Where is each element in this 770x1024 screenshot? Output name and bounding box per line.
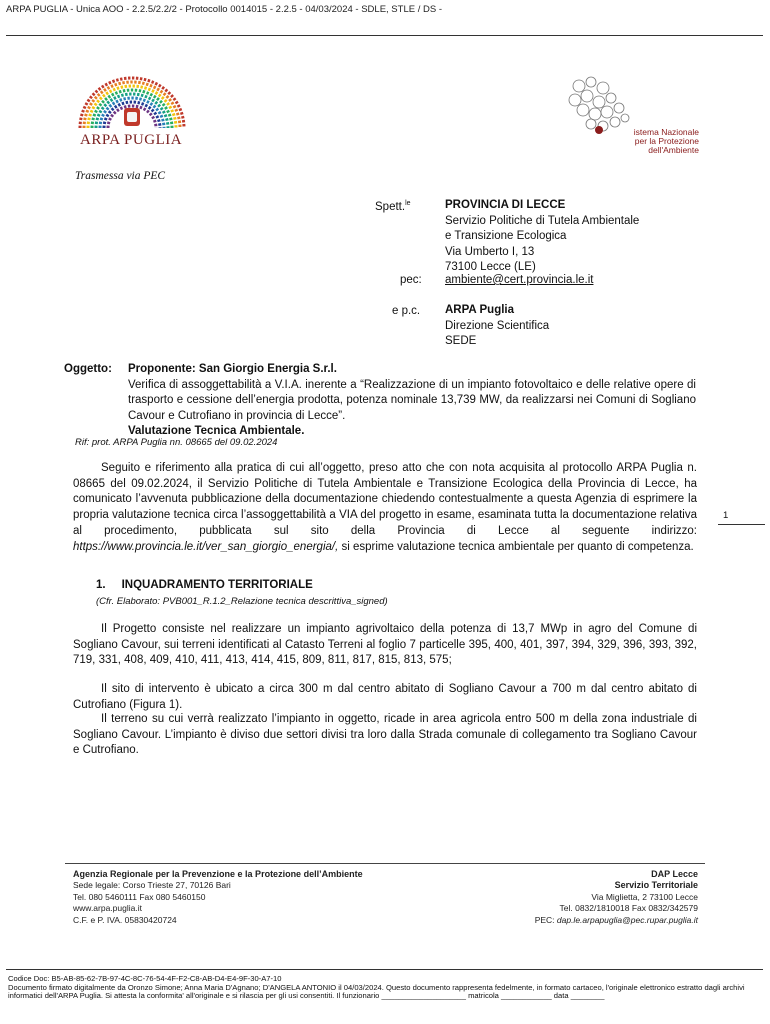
intro-text-end: si esprime valutazione tecnica ambientale per quanto di competenza. <box>338 540 694 553</box>
cc-name: ARPA Puglia <box>445 304 515 316</box>
page-number-rule <box>718 524 765 525</box>
snpa-line-3: dell'Ambiente <box>648 145 699 155</box>
footer-left-line: www.arpa.puglia.it <box>73 903 142 914</box>
pec-label: pec: <box>400 274 422 286</box>
recipient-line: 73100 Lecce (LE) <box>445 261 536 273</box>
recipient-name: PROVINCIA DI LECCE <box>445 199 566 211</box>
arpa-puglia-logo <box>72 74 192 154</box>
intro-text: Seguito e riferimento alla pratica di cui all’oggetto, preso atto che con nota acquisita al protocollo ARPA Puglia n. 08665 del 09.02.2024, il Servizio Politiche di Tutela Ambientale e Transizione Ecologica della Provincia di Lecce, ha comunicato l’avvenuta pubblicazione della documentazione chiedendo contestualmente a questa Agenzia di esprimere la propria valutazione tecnica circa l’assoggettabilità a VIA del progetto in esame, esaminata tutta la documentazione relativa al procedimento, pubblicata sul sito della Provincia di Lecce al seguente indirizzo: <box>73 462 697 537</box>
footer-service-title: Servizio Territoriale <box>614 880 698 891</box>
recipient-pec-link[interactable]: ambiente@cert.provincia.le.it <box>445 274 594 286</box>
subject-text: Verifica di assoggettabilità a V.I.A. inerente a “Realizzazione di un impianto fotovoltaico e delle relative opere di trasporto e cessione dell’energia prodotta, potenza nominale 13,739 MW, da realizzarsi nei Comuni di Sogliano Cavour e Cutrofiano in provincia di Lecce”. <box>128 378 696 422</box>
footer-pec-link[interactable]: dap.le.arpapuglia@pec.rupar.puglia.it <box>556 914 698 925</box>
footer-pec <box>535 915 698 926</box>
protocol-header: ARPA PUGLIA - Unica AOO - 2.2.5/2.2/2 - Protocollo 0014015 - 2.2.5 - 04/03/2024 - SDLE, STLE / DS - <box>6 4 442 15</box>
page-number: 1 <box>723 510 729 521</box>
snpa-line-1: istema Nazionale <box>633 127 699 137</box>
footer-divider <box>65 863 705 864</box>
footer-right-line: Tel. 0832/1810018 Fax 0832/342579 <box>559 903 698 914</box>
section-title: 1. INQUADRAMENTO TERRITORIALE <box>96 579 313 591</box>
header-divider <box>6 35 763 36</box>
subject-block <box>128 362 696 440</box>
cc-label: e p.c. <box>392 305 421 317</box>
footer-agency-title: Agenzia Regionale per la Prevenzione e la Protezione dell’Ambiente <box>73 869 363 879</box>
arpa-puglia-logo-text: ARPA PUGLIA <box>80 132 183 148</box>
footer-left-line: Tel. 080 5460111 Fax 080 5460150 <box>73 891 206 902</box>
subject-proponent: Proponente: San Giorgio Energia S.r.l. <box>128 363 337 375</box>
cc-line: Direzione Scientifica <box>445 319 550 332</box>
footer-pec-label: PEC: <box>534 914 557 925</box>
footer-dap-title: DAP Lecce <box>651 869 698 879</box>
footer-left-line: C.F. e P. IVA. 05830420724 <box>73 914 177 925</box>
rainbow-arc-icon <box>72 74 192 130</box>
recipient-address <box>445 198 639 276</box>
project-paragraph: Il Progetto consiste nel realizzare un impianto agrivoltaico della potenza di 13,7 MWp in agro del Comune di Sogliano Cavour, sui terreni identificati al Catasto Terreni al foglio 7 particelle 395, 400, 401, 397, 394, 329, 396, 393, 392, 719, 331, 408, 409, 410, 411, 413, 414, 415, 809, 811, 817, 815, 813, 575; <box>73 623 697 667</box>
reference-note: Rif: prot. ARPA Puglia nn. 08665 del 09.02.2024 <box>75 437 278 448</box>
recipient-label <box>375 200 411 213</box>
footer-left-line: Sede legale: Corso Trieste 27, 70126 Bari <box>73 880 231 891</box>
cc-line: SEDE <box>445 335 477 347</box>
section-reference: (Cfr. Elaborato: PVB001_R.1.2_Relazione tecnica descrittiva_signed) <box>96 596 388 607</box>
site-paragraph: Il sito di intervento è ubicato a circa 300 m dal centro abitato di Sogliano Cavour a 700 m dal centro abitato di Cutrofiano (Figura 1). <box>73 683 697 711</box>
intro-url-link[interactable]: https://www.provincia.le.it/ver_san_giorgio_energia/, <box>73 540 339 553</box>
snpa-line-2: per la Protezione <box>634 136 699 146</box>
footer-right-line: Via Miglietta, 2 73100 Lecce <box>591 891 698 902</box>
subject-valutazione: Valutazione Tecnica Ambientale. <box>128 425 305 438</box>
transmission-note: Trasmessa via PEC <box>75 170 166 182</box>
footer-right <box>535 869 698 926</box>
document-code-block <box>8 975 763 1001</box>
snpa-logo <box>565 76 705 158</box>
recipient-label-sup: le <box>405 200 411 207</box>
recipient-label-text: Spett. <box>375 200 406 213</box>
cc-address <box>445 303 549 350</box>
intro-paragraph <box>73 461 697 555</box>
signature-statement: Documento firmato digitalmente da Oronzo Simone; Anna Maria D'Agnano; D'ANGELA ANTONIO il 04/03/2024. Questo documento rappresenta fedelmente, in formato cartaceo, l'originale elettronico estratto dagli archivi informatici dell'ARPA Puglia. Si attesta la conformita' all'originale e si rilascia per gli usi consentiti. Il funzionario ____________________ matricola ____________ data ________ <box>8 982 745 1001</box>
document-code: Codice Doc: B5-AB-85-62-7B-97-4C-8C-76-54-4F-F2-C8-AB-D4-E4-9F-30-A7-10 <box>8 974 282 983</box>
snpa-logo-text <box>591 128 699 155</box>
recipient-line: Servizio Politiche di Tutela Ambientale <box>445 214 640 227</box>
footer-left <box>73 869 363 926</box>
subject-label: Oggetto: <box>64 363 112 375</box>
recipient-line: e Transizione Ecologica <box>445 230 567 242</box>
recipient-line: Via Umberto I, 13 <box>445 245 535 258</box>
bottom-divider <box>6 969 763 970</box>
terrain-paragraph: Il terreno su cui verrà realizzato l’impianto in oggetto, ricade in area agricola entro 500 m della zona industriale di Sogliano Cavour. L’impianto è diviso due settori divisi tra loro dalla Strada comunale di collegamento tra Sogliano Cavour e Cutrofiano. <box>73 713 697 757</box>
